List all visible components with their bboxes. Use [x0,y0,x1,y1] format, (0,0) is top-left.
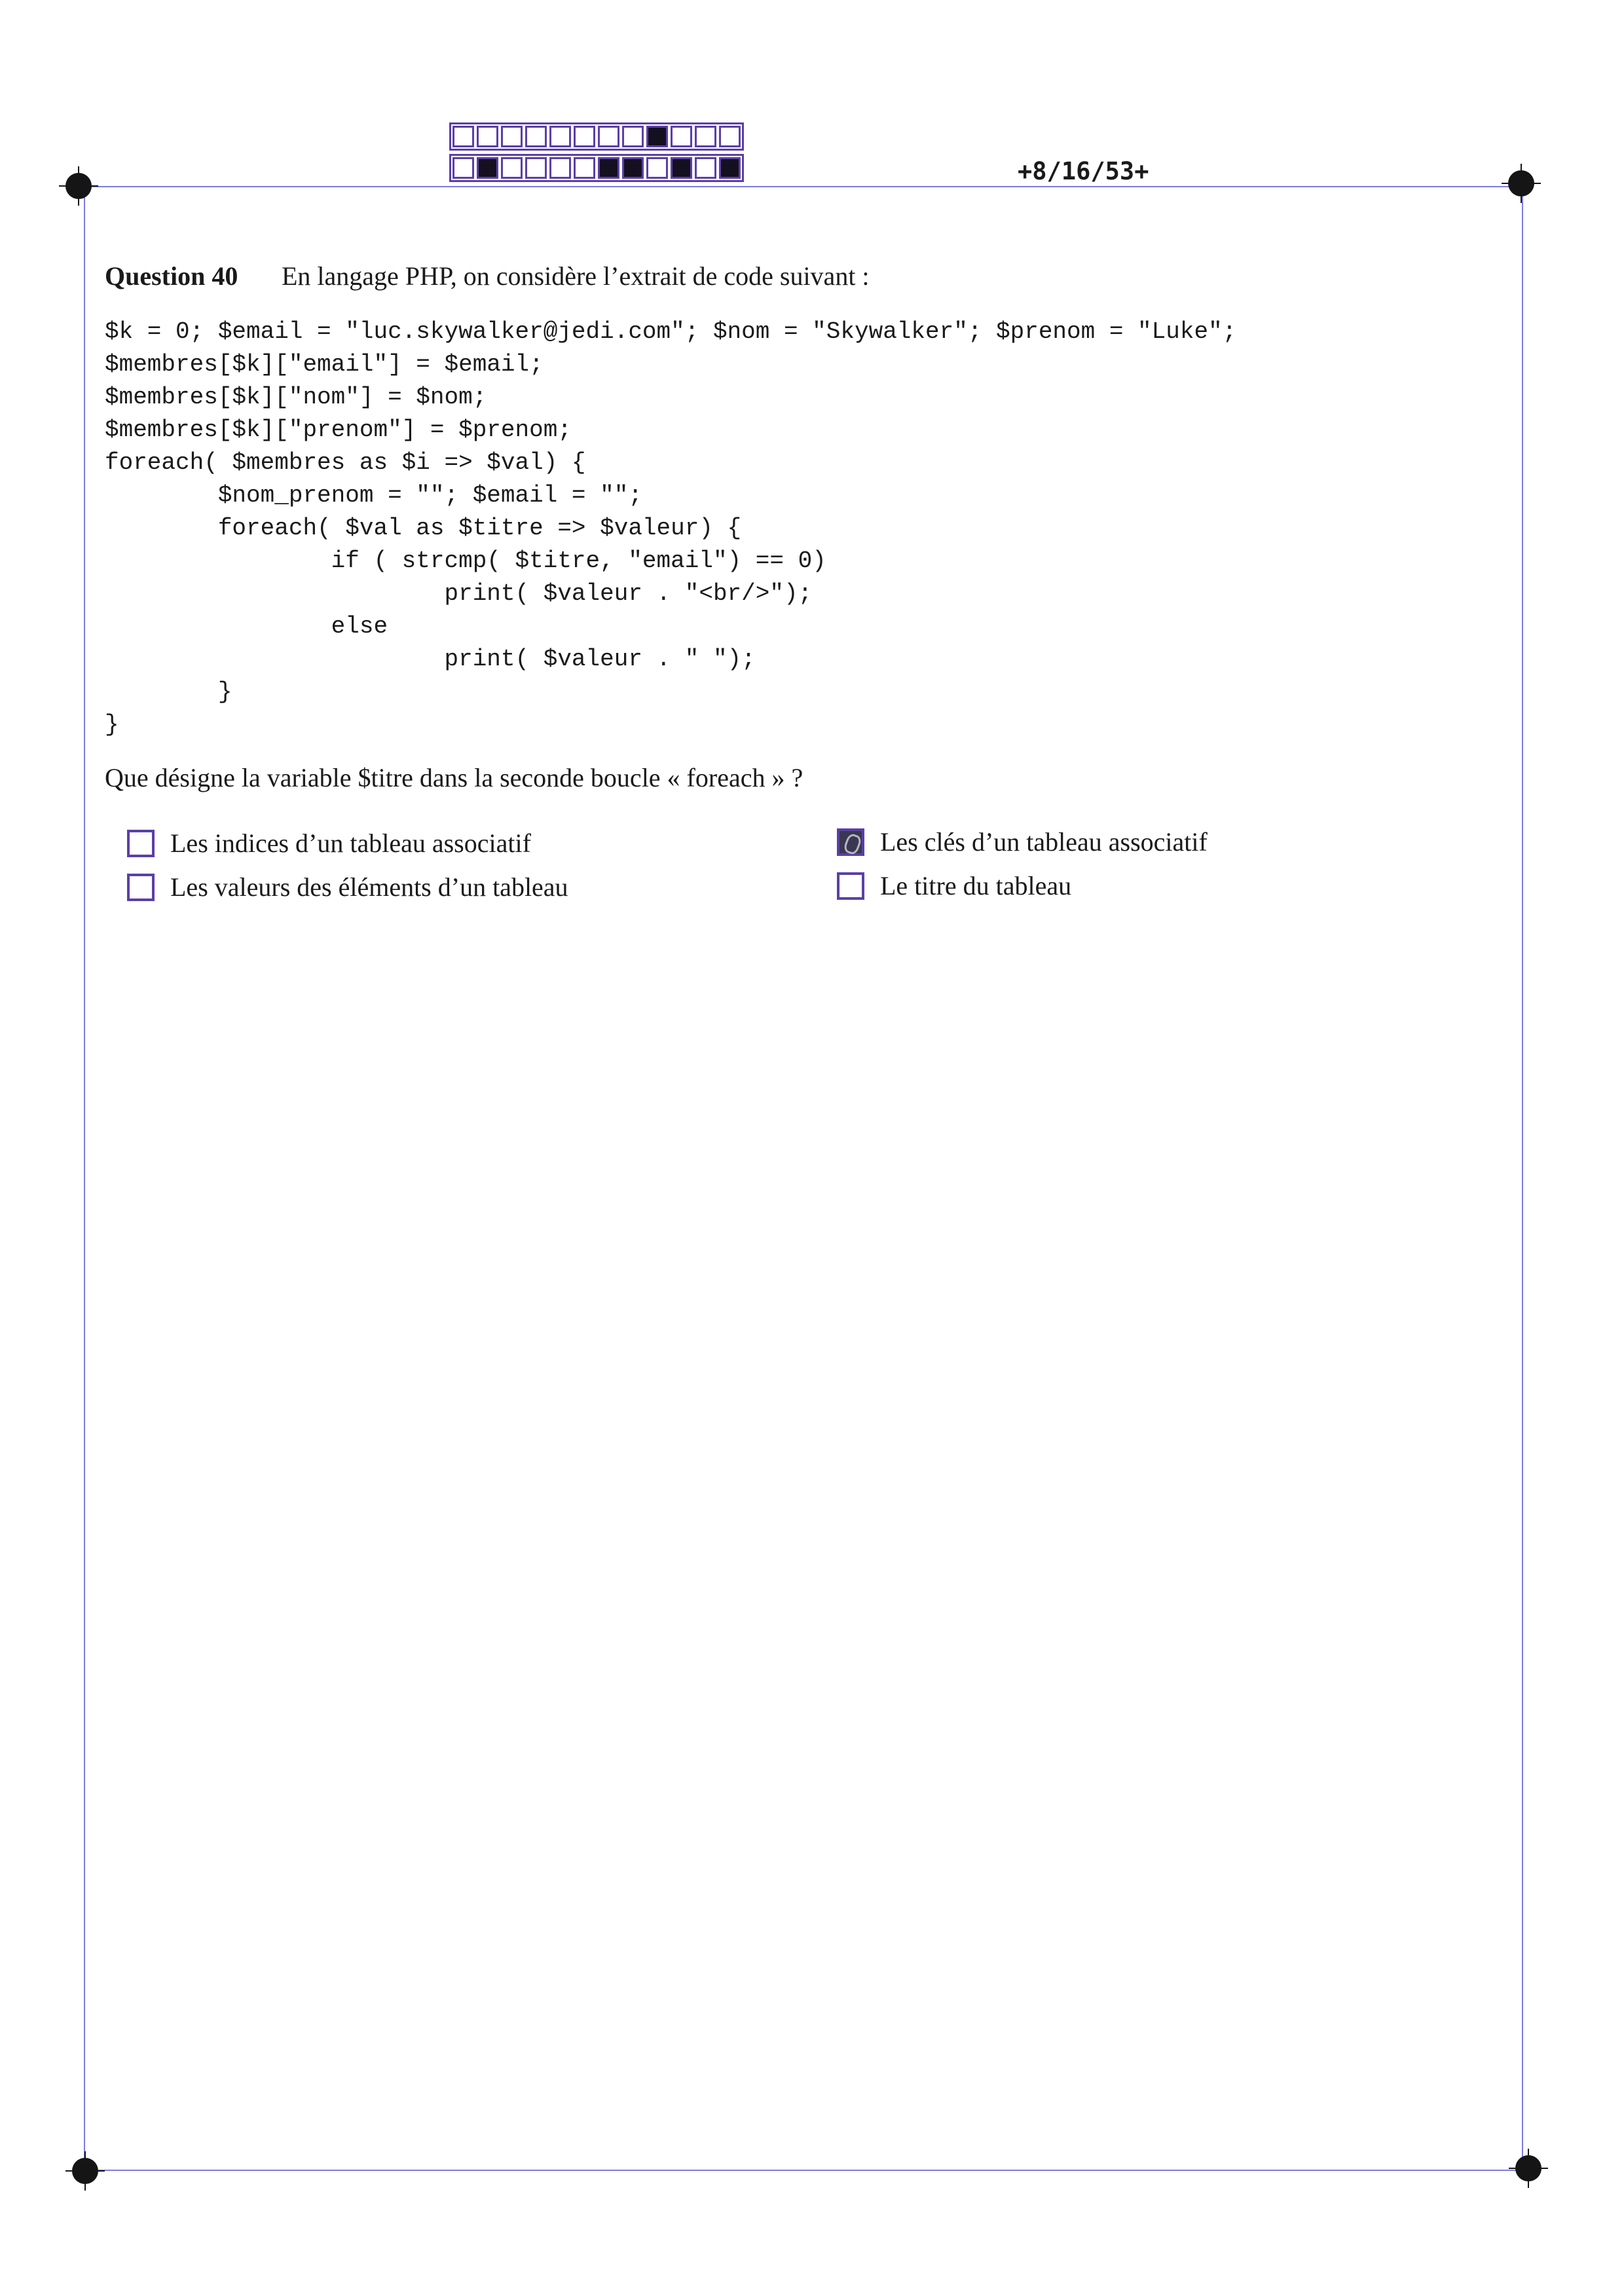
frame-left-line [84,186,85,2170]
barcode-cell [622,126,644,147]
checkbox-cles[interactable] [837,828,864,856]
barcode-cell [452,126,474,147]
answer-label-valeurs: Les valeurs des éléments d’un tableau [170,872,568,902]
barcode-cell [646,157,668,179]
answer-label-titre: Le titre du tableau [880,871,1072,900]
question-intro: En langage PHP, on considère l’extrait de code suivant : [282,261,870,291]
barcode-cell [549,126,571,147]
barcode-cell [501,126,523,147]
code-snippet: $k = 0; $email = "luc.skywalker@jedi.com"; $nom = "Skywalker"; $prenom = "Luke"; $membres[$k]["email"] = $email; $membres[$k]["nom"] = $nom; $membres[$k]["prenom"] = $prenom; foreach( $membres as $i => $val) { $nom_prenom = ""; $email = ""; foreach( $val as $titre => $valeur) { if ( strcmp( $titre, "email") == 0) print( $valeur . "<br/>"); else print( $valeur . " "); } } [105,318,1237,738]
barcode-row-bottom [449,154,744,182]
barcode-cell [719,157,741,179]
question-prompt: Que désigne la variable $titre dans la seconde boucle « foreach » ? [105,763,803,792]
answer-option-titre[interactable] [837,870,1071,901]
barcode-cell [646,126,668,147]
corner-mark-bottom-left [72,2158,98,2184]
barcode-cell [525,126,547,147]
checkbox-indices[interactable] [127,830,155,857]
barcode-cell [549,157,571,179]
frame-right-line [1522,186,1523,2170]
checkbox-valeurs[interactable] [127,874,155,901]
question-number: Question 40 [105,261,238,291]
barcode-cell [452,157,474,179]
barcode-cell [525,157,547,179]
corner-mark-bottom-right [1515,2155,1541,2181]
barcode-cell [477,157,498,179]
answer-option-indices[interactable] [127,828,531,859]
answer-label-cles: Les clés d’un tableau associatif [880,827,1208,857]
barcode-row-top [449,122,744,151]
frame-top-line [84,186,1522,187]
barcode-cell [477,126,498,147]
barcode-cell [671,157,692,179]
answer-option-cles[interactable] [837,826,1208,857]
barcode-cell [574,126,595,147]
barcode-cell [719,126,741,147]
answer-option-valeurs[interactable] [127,872,568,902]
barcode-cell [598,157,619,179]
barcode-cell [695,126,716,147]
barcode-cell [501,157,523,179]
barcode-cell [622,157,644,179]
page-id: +8/16/53+ [1018,157,1149,185]
corner-mark-top-left [65,173,92,199]
barcode-cell [695,157,716,179]
barcode-cell [598,126,619,147]
checkbox-titre[interactable] [837,872,864,900]
answer-label-indices: Les indices d’un tableau associatif [170,828,531,858]
corner-mark-top-right [1508,170,1534,196]
frame-bottom-line [86,2170,1530,2171]
barcode-cell [574,157,595,179]
question-header [105,261,870,291]
barcode-cell [671,126,692,147]
